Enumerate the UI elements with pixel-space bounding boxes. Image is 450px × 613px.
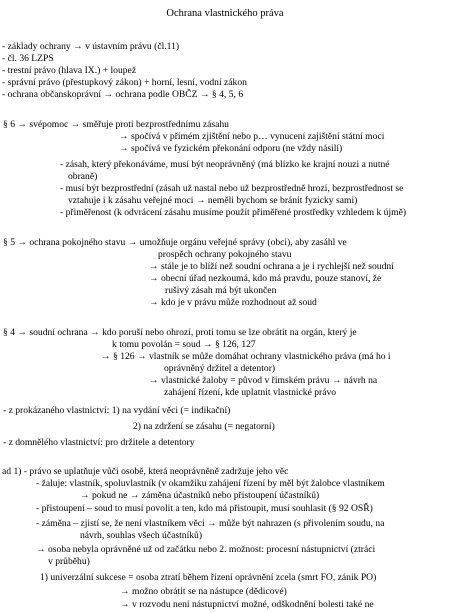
- s5-line-3: → stále je to blíží než soudní ochrana a je i rychlejší než soudní: [149, 261, 394, 272]
- ad1-line-11: → v rozvodu není nástupnictví možné, odškodnění bolesti také ne: [120, 599, 374, 610]
- ad1-line-1: ad 1) - právo se uplatňuje vůči osobě, která neoprávněně zadržuje jeho věc: [2, 466, 289, 477]
- s6-line-5: obraně): [68, 171, 98, 182]
- s6-line-3: → spočívá ve fyzickém překonání odporu (ne vždy násilí): [119, 143, 343, 154]
- ad1-line-9: 1) univerzální sukcese = osoba ztratí během řízení oprávnění zcela (smrt FO, zánik PO): [40, 572, 377, 583]
- ad1-line-8: v průběhu): [48, 556, 90, 567]
- s6-line-4: - zásah, který překonáváme, musí být neoprávněný (má blízko ke krajní nouzi a nutné: [60, 159, 390, 170]
- s6-line-8: - přiměřenost (k odvrácení zásahu musíme použít přiměřené prostředky vzhledem k újmě): [60, 207, 407, 218]
- intro-line-1: - základy ochrany → v ústavním právu (čl.11): [2, 41, 180, 52]
- s4-line-2: k tomu povolán = soud → § 126, 127: [112, 339, 256, 350]
- s6-line-6: - musí být bezprostřední (zásah už nastal nebo už bezprostředně hrozí, bezprostřednost se: [60, 183, 404, 194]
- s6-line-1: § 6 → svépomoc → směřuje proti bezprostřednímu zásahu: [3, 119, 229, 130]
- s6-line-7: vztahuje i k zásahu veřejné moci → neměli bychom se bránit fyzicky sami): [68, 195, 358, 206]
- ad1-line-2: - žaluje: vlastník, spoluvlastník (v okamžiku zahájení řízení by měl být žalobce vlastníkem: [36, 478, 385, 489]
- s5-line-1: § 5 → ochrana pokojného stavu → umožňuje orgánu veřejné správy (obci), aby zasáhl ve: [3, 237, 347, 248]
- s4-line-6: zahájení řízení, kde uplatnit vlastnické právo: [164, 387, 337, 398]
- s4-line-1: § 4 → soudní ochrana → kdo poruší nebo ohrozí, proti tomu se lze obrátit na orgán, který je: [3, 327, 357, 338]
- intro-line-3: - trestní právo (hlava IX.) + loupež: [2, 65, 137, 76]
- proven-ownership-line-2: 2) na zdržení se zásahu (= negatorní): [133, 421, 275, 432]
- intro-line-2: - čl. 36 LZPS: [2, 53, 54, 64]
- ad1-line-3: → pokud ne → záměna účastníků nebo přistoupení účastníků): [80, 490, 320, 501]
- intro-line-5: - ochrana občanskoprávní → ochrana podle OBČZ → § 4, 5, 6: [2, 89, 244, 100]
- s5-line-4: → obecní úřad nezkoumá, kdo má pravdu, pouze stanoví, že: [149, 273, 382, 284]
- page-title: Ochrana vlastnického práva: [166, 8, 284, 19]
- proven-ownership-line-1: - z prokázaného vlastnictví: 1) na vydání věci (= indikační): [3, 405, 231, 416]
- s5-line-6: → kdo je v právu může rozhodnout až soud: [149, 297, 317, 308]
- ad1-line-7: → osoba nebyla oprávněné už od začátku nebo 2. možnost: procesní nástupnictví (ztráci: [36, 544, 376, 555]
- s6-line-2: → spočívá v přímém zjištění nebo p… vynucení zajištění státní moci: [119, 131, 385, 142]
- ad1-line-5: - záměna – zjistí se, že není vlastníkem věci → může být nahrazen (s přivolením soudu, na: [36, 518, 385, 529]
- presumed-ownership-line: - z domnělého vlastnictví: pro držitele a detentory: [3, 437, 195, 448]
- intro-line-4: - správní právo (přestupkový zákon) + horní, lesní, vodní zákon: [2, 77, 247, 88]
- ad1-line-6: návrh, souhlas všech účastníků): [80, 530, 203, 541]
- ad1-line-10: → možno obrátit se na nástupce (dědicové): [120, 586, 287, 597]
- s4-line-5: → vlastnické žaloby = původ v římském právu → návrh na: [149, 375, 378, 386]
- s4-line-4: oprávněný držitel a detentor): [164, 363, 276, 374]
- s5-line-2: prospěch ochrany pokojného stavu: [158, 249, 292, 260]
- ad1-line-4: - přistoupení – soud to musí povolit a ten, kdo má přistoupit, musí souhlasit (§ 92 OSŘ): [36, 503, 373, 514]
- s5-line-5: rušivý zásah má být ukončen: [165, 285, 277, 296]
- s4-line-3: → § 126 → vlastník se může domáhat ochrany vlastnického práva (má ho i: [101, 351, 391, 362]
